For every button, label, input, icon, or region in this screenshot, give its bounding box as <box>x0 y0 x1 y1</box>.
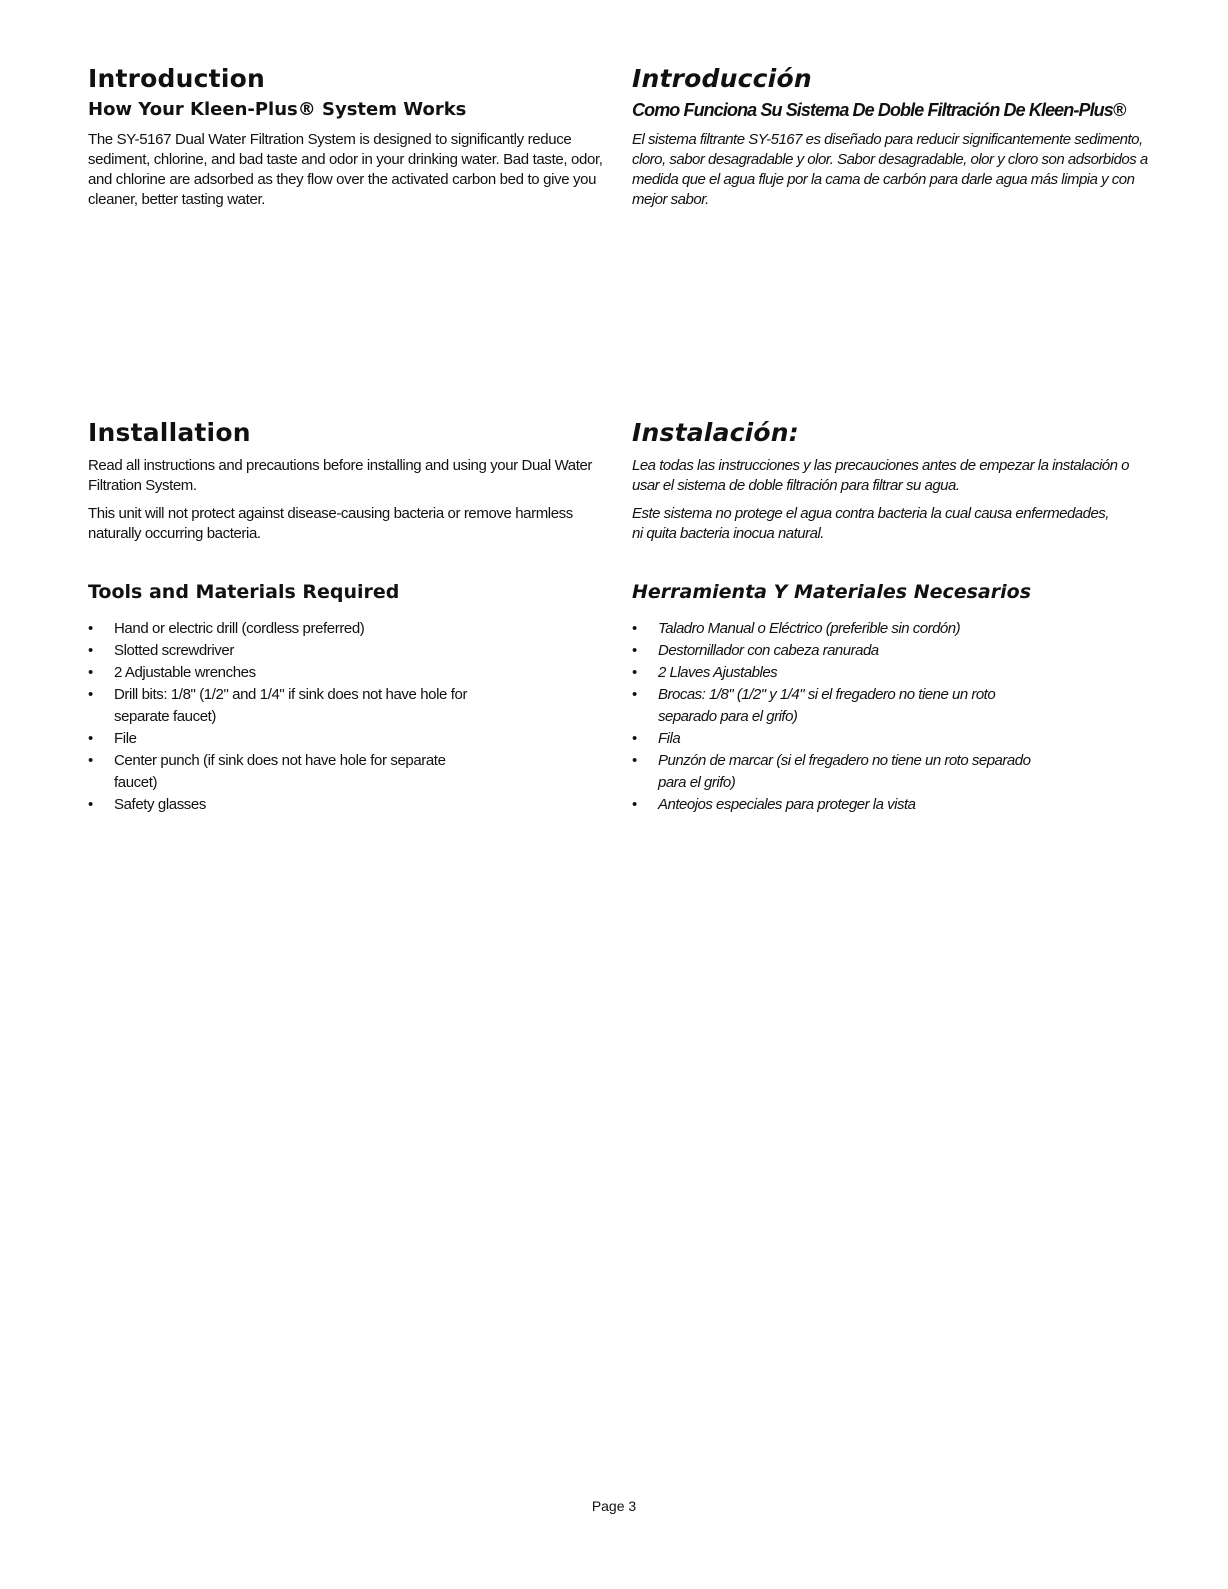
list-item: • File <box>88 728 478 750</box>
bullet-icon: • <box>632 686 637 703</box>
spanish-installation-section <box>632 418 1162 544</box>
english-introduction-subheading: How Your Kleen-Plus® System Works <box>88 99 467 120</box>
spanish-installation-para1: Lea todas las instrucciones y las precauciones antes de empezar la instalación o usar el sistema de doble filtración para filtrar su agua. <box>632 457 1129 494</box>
bullet-icon: • <box>632 796 637 813</box>
spanish-introduction-body: El sistema filtrante SY-5167 es diseñado para reducir significantemente sedimento, cloro, sabor desagradable y olor. Sabor desagradable, olor y cloro son adsorbidos a medida que el agua fluje por la cama de carbón para darle agua más limpia y con mejor sabor. <box>632 131 1148 208</box>
spanish-installation-heading: Instalación: <box>632 418 799 447</box>
list-item: • Center punch (if sink does not have hole for separate faucet) <box>88 752 446 791</box>
english-tools-section <box>88 580 618 816</box>
list-item: • Safety glasses <box>88 794 478 816</box>
spanish-introduction-section <box>632 64 1162 210</box>
list-item: • Anteojos especiales para proteger la vista <box>632 794 1032 816</box>
spanish-introduction-heading: Introducción <box>632 64 812 93</box>
english-introduction-heading: Introduction <box>88 64 265 93</box>
spanish-tools-heading: Herramienta Y Materiales Necesarios <box>632 581 1031 603</box>
page-number: Page 3 <box>591 1498 637 1514</box>
list-item: • 2 Llaves Ajustables <box>632 662 1032 684</box>
bullet-icon: • <box>632 730 637 747</box>
bullet-icon: • <box>88 664 93 681</box>
list-item: • Hand or electric drill (cordless preferred) <box>88 618 478 640</box>
english-tools-list <box>88 618 478 816</box>
bullet-icon: • <box>632 620 637 637</box>
list-item: • Brocas: 1/8" (1/2" y 1/4" si el fregadero no tiene un roto separado para el grifo) <box>632 686 996 725</box>
english-installation-para2: This unit will not protect against disease-causing bacteria or remove harmless naturally occurring bacteria. <box>88 505 573 542</box>
list-item: • Destornillador con cabeza ranurada <box>632 640 1032 662</box>
english-installation-section <box>88 418 618 544</box>
list-item: • Punzón de marcar (si el fregadero no tiene un roto separado para el grifo) <box>632 752 1031 791</box>
bullet-icon: • <box>632 752 637 769</box>
bullet-icon: • <box>88 620 93 637</box>
list-item: • Slotted screwdriver <box>88 640 478 662</box>
spanish-tools-section <box>632 580 1162 816</box>
english-installation-para1: Read all instructions and precautions before installing and using your Dual Water Filtration System. <box>88 457 593 494</box>
list-item: • Fila <box>632 728 1032 750</box>
bullet-icon: • <box>632 642 637 659</box>
list-item: • Drill bits: 1/8" (1/2" and 1/4" if sink does not have hole for separate faucet) <box>88 686 468 725</box>
bullet-icon: • <box>88 642 93 659</box>
bullet-icon: • <box>88 730 93 747</box>
bullet-icon: • <box>88 686 93 703</box>
spanish-introduction-subheading: Como Funciona Su Sistema De Doble Filtración De Kleen-Plus® <box>632 100 1126 120</box>
spanish-tools-list <box>632 618 1032 816</box>
english-installation-heading: Installation <box>88 418 251 447</box>
bullet-icon: • <box>88 796 93 813</box>
list-item: • 2 Adjustable wrenches <box>88 662 478 684</box>
bullet-icon: • <box>632 664 637 681</box>
english-introduction-body: The SY-5167 Dual Water Filtration System is designed to significantly reduce sediment, chlorine, and bad taste and odor in your drinking water. Bad taste, odor, and chlorine are adsorbed as they flow over the activated carbon bed to give you cleaner, better tasting water. <box>88 131 603 208</box>
english-introduction-section <box>88 64 618 210</box>
bullet-icon: • <box>88 752 93 769</box>
english-tools-heading: Tools and Materials Required <box>88 581 400 603</box>
spanish-installation-para2: Este sistema no protege el agua contra bacteria la cual causa enfermedades, ni quita bacteria inocua natural. <box>632 505 1109 542</box>
list-item: • Taladro Manual o Eléctrico (preferible sin cordón) <box>632 618 1032 640</box>
